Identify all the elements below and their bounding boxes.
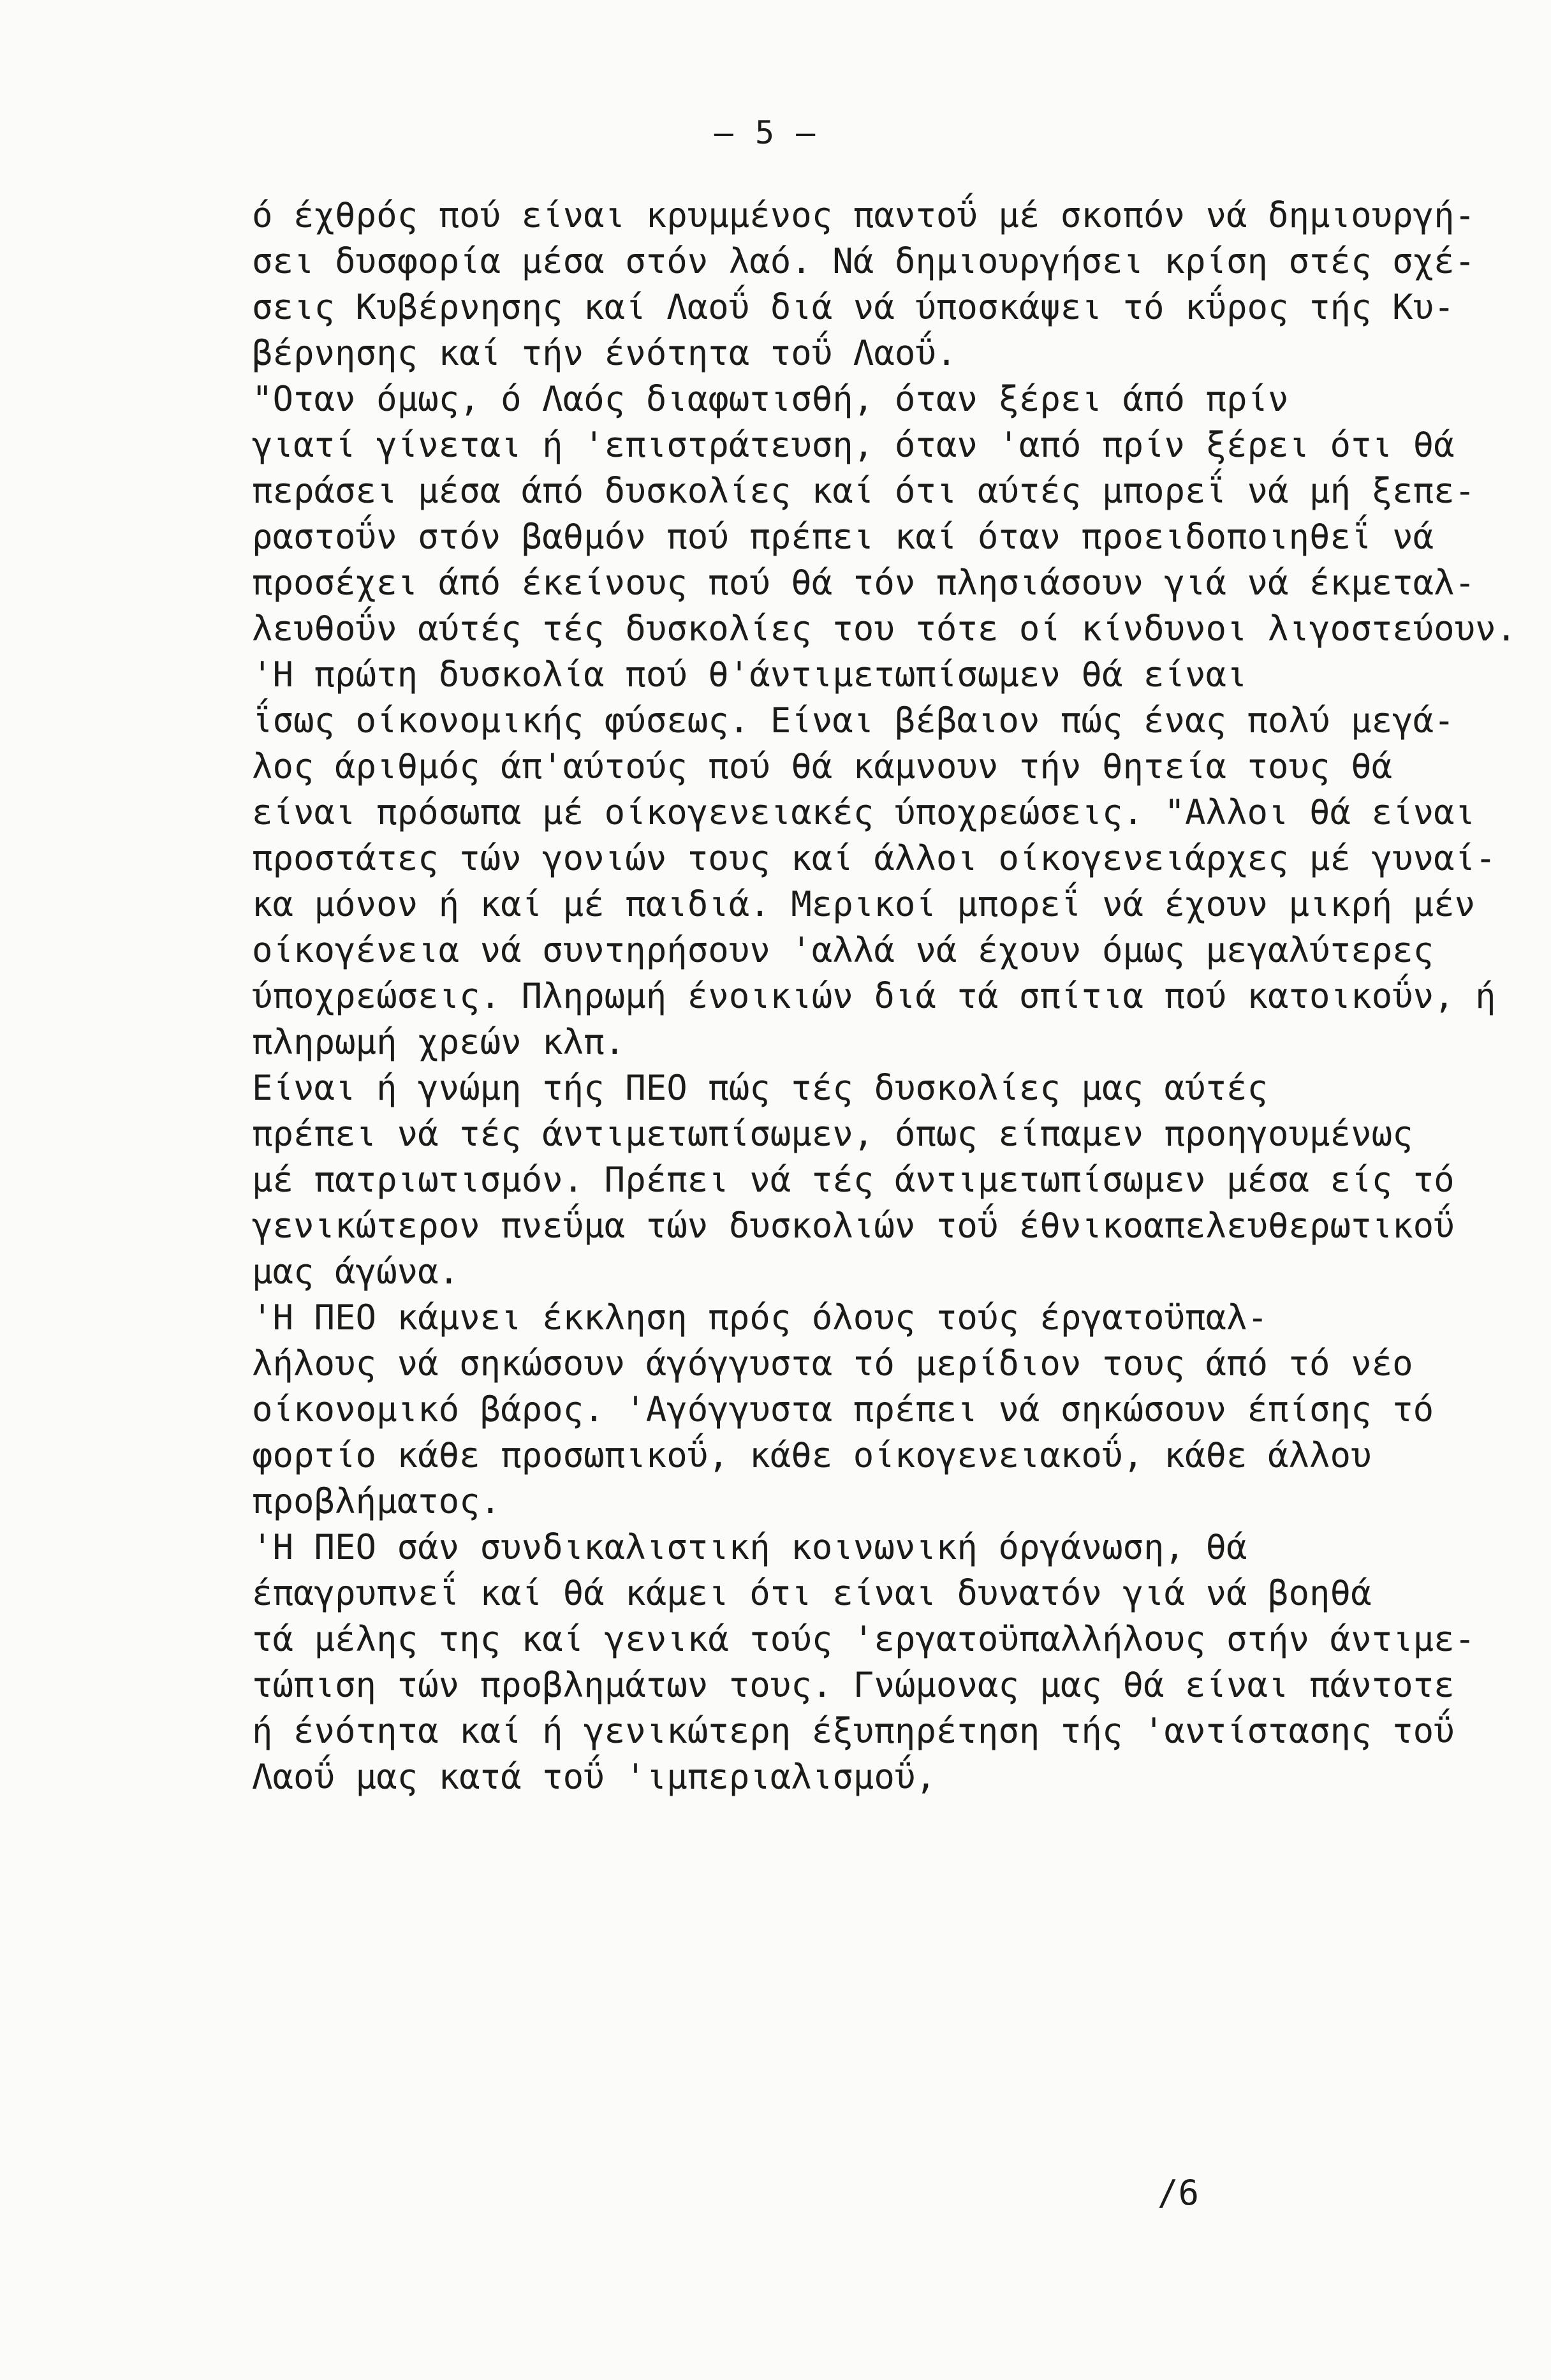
text-line: πρέπει νά τές άντιμετωπίσωμεν, όπως είπαμεν προηγουμένως bbox=[252, 1114, 1413, 1154]
text-line: κα μόνον ή καί μέ παιδιά. Μερικοί μπορεΐ νά έχουν μικρή μέν bbox=[252, 884, 1476, 924]
text-line: σει δυσφορία μέσα στόν λαό. Νά δημιουργήσει κρίση στές σχέ- bbox=[252, 241, 1476, 281]
text-line: ό έχθρός πού είναι κρυμμένος παντοΰ μέ σκοπόν νά δημιουργή- bbox=[252, 195, 1476, 235]
text-line: προβλήματος. bbox=[252, 1481, 501, 1521]
text-line: γενικώτερον πνεΰμα τών δυσκολιών τοΰ έθνικοαπελευθερωτικοΰ bbox=[252, 1206, 1455, 1246]
text-line: ή ένότητα καί ή γενικώτερη έξυπηρέτηση τής 'αντίστασης τοΰ bbox=[252, 1711, 1455, 1751]
text-line: λήλους νά σηκώσουν άγόγγυστα τό μερίδιον τους άπό τό νέο bbox=[252, 1343, 1413, 1384]
paragraph-4 bbox=[252, 1065, 1464, 1295]
text-line: μέ πατριωτισμόν. Πρέπει νά τές άντιμετωπίσωμεν μέσα είς τό bbox=[252, 1160, 1455, 1200]
text-line: τώπιση τών προβλημάτων τους. Γνώμονας μας θά είναι πάντοτε bbox=[252, 1665, 1455, 1705]
text-line: ΐσως οίκονομικής φύσεως. Είναι βέβαιον πώς ένας πολύ μεγά- bbox=[252, 700, 1455, 741]
text-line: μας άγώνα. bbox=[252, 1252, 460, 1292]
text-line: προστάτες τών γονιών τους καί άλλοι οίκογενειάρχες μέ γυναί- bbox=[252, 838, 1496, 878]
text-line: γιατί γίνεται ή 'επιστράτευση, όταν 'από πρίν ξέρει ότι θά bbox=[252, 425, 1455, 465]
text-line: φορτίο κάθε προσωπικοΰ, κάθε οίκογενειακοΰ, κάθε άλλου bbox=[252, 1435, 1372, 1475]
paragraph-3 bbox=[252, 652, 1496, 1065]
text-line: έπαγρυπνεΐ καί θά κάμει ότι είναι δυνατόν γιά νά βοηθά bbox=[252, 1573, 1372, 1613]
text-line: Είναι ή γνώμη τής ΠΕΟ πώς τές δυσκολίες μας αύτές bbox=[252, 1068, 1268, 1108]
text-line: ραστοΰν στόν βαθμόν πού πρέπει καί όταν προειδοποιηθεΐ νά bbox=[252, 517, 1434, 557]
page-number: – 5 – bbox=[714, 114, 817, 151]
text-line: βέρνησης καί τήν ένότητα τοΰ Λαοΰ. bbox=[252, 333, 957, 373]
text-line: ύποχρεώσεις. Πληρωμή ένοικιών διά τά σπίτια πού κατοικοΰν, ή bbox=[252, 976, 1496, 1016]
text-line: οίκονομικό βάρος. 'Αγόγγυστα πρέπει νά σηκώσουν έπίσης τό bbox=[252, 1389, 1434, 1430]
text-line: τά μέλης της καί γενικά τούς 'εργατοϋπαλλήλους στήν άντιμε- bbox=[252, 1619, 1476, 1659]
paragraph-1 bbox=[252, 193, 1476, 376]
text-line: οίκογένεια νά συντηρήσουν 'αλλά νά έχουν όμως μεγαλύτερες bbox=[252, 930, 1434, 970]
text-line: λευθοΰν αύτές τές δυσκολίες του τότε οί κίνδυνοι λιγοστεύουν. bbox=[252, 609, 1517, 649]
text-line: πληρωμή χρεών κλπ. bbox=[252, 1022, 626, 1062]
text-line: "Οταν όμως, ό Λαός διαφωτισθή, όταν ξέρει άπό πρίν bbox=[252, 379, 1289, 419]
paragraph-5 bbox=[252, 1295, 1464, 1525]
text-line: περάσει μέσα άπό δυσκολίες καί ότι αύτές μπορεΐ νά μή ξεπε- bbox=[252, 471, 1476, 511]
text-line: λος άριθμός άπ'αύτούς πού θά κάμνουν τήν θητεία τους θά bbox=[252, 746, 1393, 787]
text-line: Λαοΰ μας κατά τοΰ 'ιμπεριαλισμοΰ, bbox=[252, 1757, 936, 1797]
text-line: σεις Κυβέρνησης καί Λαοΰ διά νά ύποσκάψει τό κΰρος τής Κυ- bbox=[252, 287, 1455, 327]
text-line: 'Η πρώτη δυσκολία πού θ'άντιμετωπίσωμεν θά είναι bbox=[252, 654, 1247, 695]
text-line: προσέχει άπό έκείνους πού θά τόν πλησιάσουν γιά νά έκμεταλ- bbox=[252, 563, 1476, 603]
paragraph-6 bbox=[252, 1525, 1476, 1800]
text-line: 'Η ΠΕΟ κάμνει έκκληση πρός όλους τούς έργατοϋπαλ- bbox=[252, 1297, 1268, 1338]
next-page-marker: /6 bbox=[1158, 2173, 1200, 2213]
paragraph-2 bbox=[252, 376, 1517, 652]
text-line: είναι πρόσωπα μέ οίκογενειακές ύποχρεώσεις. "Αλλοι θά είναι bbox=[252, 792, 1476, 832]
text-line: 'Η ΠΕΟ σάν συνδικαλιστική κοινωνική όργάνωση, θά bbox=[252, 1527, 1247, 1567]
document-body bbox=[252, 193, 1517, 1800]
